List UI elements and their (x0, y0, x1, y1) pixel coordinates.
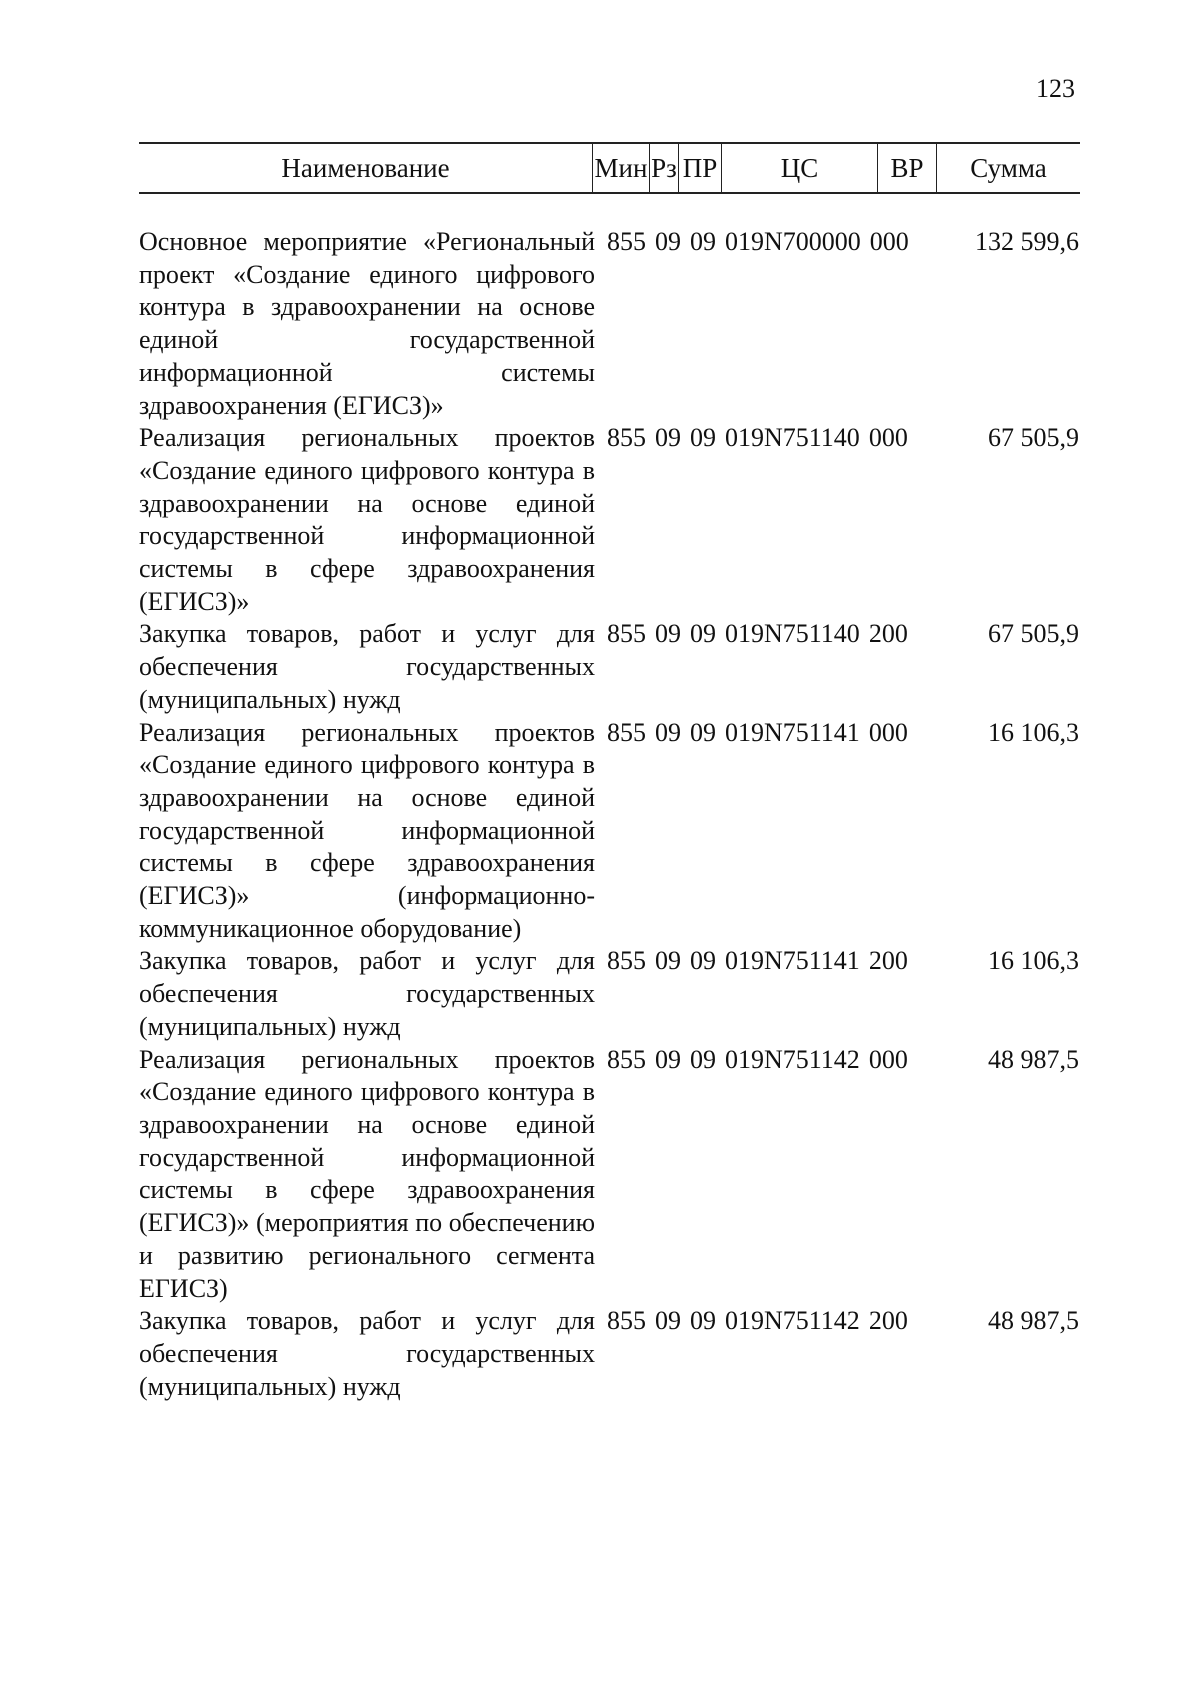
row-sum: 16 106,3 (988, 717, 1079, 747)
row-sum: 16 106,3 (988, 946, 1079, 976)
row-sum: 67 505,9 (988, 619, 1079, 649)
row-vr: 000 (868, 717, 908, 747)
table-row (139, 1044, 1080, 1306)
row-vr: 000 (868, 423, 908, 453)
table-row (139, 226, 1080, 422)
row-codes (595, 618, 937, 651)
row-pr: 09 (690, 619, 716, 649)
row-min: 855 (607, 946, 646, 976)
row-rz: 09 (655, 1044, 681, 1074)
row-rz: 09 (655, 619, 681, 649)
header-rz: Рз (650, 143, 679, 193)
row-codes (595, 226, 937, 259)
row-rz: 09 (655, 227, 681, 256)
row-min: 855 (607, 1306, 646, 1336)
row-rz: 09 (655, 1306, 681, 1336)
table-row (139, 717, 1080, 946)
row-vr: 000 (868, 1044, 908, 1074)
row-pr: 09 (690, 1306, 716, 1336)
row-codes (595, 1044, 937, 1077)
row-rz: 09 (655, 717, 681, 747)
table-row (139, 945, 1080, 1043)
row-min: 855 (607, 717, 646, 747)
row-sum: 67 505,9 (988, 423, 1079, 453)
row-pr: 09 (690, 423, 716, 453)
header-pr: ПР (679, 143, 722, 193)
row-name: Закупка товаров, работ и услуг для обеспечения государственных (муниципальных) нужд (139, 1306, 595, 1401)
row-cs: 019N751142 (725, 1306, 860, 1336)
row-vr: 200 (868, 619, 908, 649)
row-sum: 48 987,5 (988, 1306, 1079, 1336)
table-row (139, 1305, 1080, 1403)
row-pr: 09 (690, 1044, 716, 1074)
header-min: Мин (593, 143, 650, 193)
row-sum: 48 987,5 (988, 1044, 1079, 1074)
row-name: Закупка товаров, работ и услуг для обеспечения государственных (муниципальных) нужд (139, 619, 595, 714)
row-pr: 09 (690, 717, 716, 747)
table-row (139, 422, 1080, 618)
row-min: 855 (607, 423, 646, 453)
row-min: 855 (607, 1044, 646, 1074)
row-cs: 019N751141 (725, 946, 860, 976)
row-name: Закупка товаров, работ и услуг для обеспечения государственных (муниципальных) нужд (139, 946, 595, 1041)
row-cs: 019N751142 (725, 1044, 860, 1074)
table-row (139, 618, 1080, 716)
row-cs: 019N700000 (725, 227, 861, 256)
row-codes (595, 945, 937, 978)
header-sum: Сумма (937, 143, 1081, 193)
header-vr: ВР (878, 143, 937, 193)
row-sum: 132 599,6 (975, 227, 1079, 256)
row-cs: 019N751141 (725, 717, 860, 747)
row-min: 855 (607, 227, 646, 256)
header-cs: ЦС (722, 143, 878, 193)
row-rz: 09 (655, 423, 681, 453)
row-vr: 200 (868, 1306, 908, 1336)
row-name: Реализация региональных проектов «Создание единого цифрового контура в здравоохранении на основе единой государственной информационной системы в сфере здравоохранения (ЕГИСЗ)» (139, 423, 595, 616)
row-name: Реализация региональных проектов «Создание единого цифрового контура в здравоохранении на основе единой государственной информационной системы в сфере здравоохранения (ЕГИСЗ)» (мероприятия по обеспечению и развитию регионального сегмента ЕГИСЗ) (139, 1044, 595, 1303)
row-rz: 09 (655, 946, 681, 976)
row-pr: 09 (690, 946, 716, 976)
row-cs: 019N751140 (725, 423, 860, 453)
row-vr: 000 (869, 227, 909, 256)
page-number: 123 (1036, 74, 1075, 103)
row-codes (595, 717, 937, 750)
table-header (139, 142, 1080, 194)
row-codes (595, 1305, 937, 1338)
row-codes (595, 422, 937, 455)
table-body (139, 226, 1080, 1403)
budget-table (139, 142, 1080, 1403)
row-vr: 200 (868, 946, 908, 976)
row-name: Основное мероприятие «Региональный проект «Создание единого цифрового контура в здравоохранении на основе единой государственной информационной системы здравоохранения (ЕГИСЗ)» (139, 227, 595, 420)
row-min: 855 (607, 619, 646, 649)
header-name: Наименование (281, 152, 450, 183)
row-name: Реализация региональных проектов «Создание единого цифрового контура в здравоохранении на основе единой государственной информационной системы в сфере здравоохранения (ЕГИСЗ)» (информационно-коммуникационное оборудование) (139, 717, 595, 943)
row-pr: 09 (690, 227, 716, 256)
row-cs: 019N751140 (725, 619, 860, 649)
